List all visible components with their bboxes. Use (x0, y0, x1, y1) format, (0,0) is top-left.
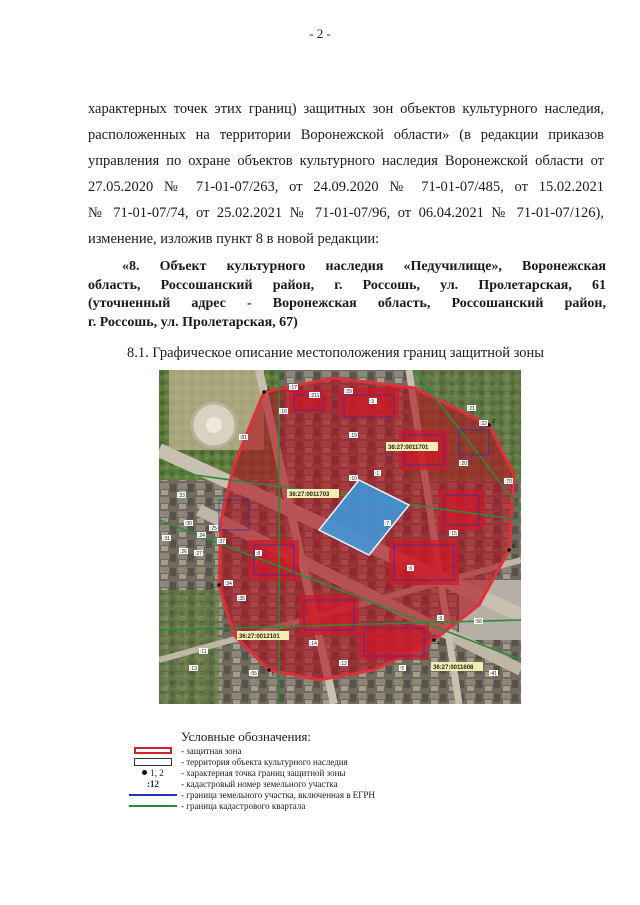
legend-item-object (128, 756, 458, 767)
parcel-label: :24 (198, 533, 205, 539)
parcel-label: :15 (450, 531, 457, 537)
parcel-label: :12 (340, 661, 347, 667)
parcel-label: :19 (350, 433, 357, 439)
protection-zone-map (159, 370, 521, 704)
quarter-label: 36:27:0011608 (433, 665, 474, 671)
parcel-label: :17 (290, 385, 297, 391)
parcel-label: :70 (505, 479, 512, 485)
parcel-label: :211 (310, 393, 320, 399)
parcel-label: :21 (468, 406, 475, 412)
heading-line: «8. Объект культурного наследия «Педучилище», Воронежская (122, 259, 606, 274)
legend-title: Условные обозначения: (181, 729, 312, 744)
parcel-label: :29 (345, 389, 352, 395)
parcel-label: :10 (350, 476, 357, 482)
paragraph-line: № 71-01-07/74, от 25.02.2021 № 71-01-07/96, от 06.04.2021 № 71-01-07/126), (88, 205, 604, 221)
paragraph-line: характерных точек этих границ) защитных зон объектов культурного наследия, (88, 101, 604, 117)
legend-text: - граница земельного участка, включенная в ЕГРН (181, 789, 375, 800)
object-heading (88, 258, 606, 332)
parcel-label: :55 (250, 671, 257, 677)
page-number: - 2 - (309, 26, 331, 41)
point-label: 6 (211, 584, 214, 590)
legend-text: - защитная зона (181, 745, 242, 756)
parcel-label: :7 (385, 521, 390, 527)
cadastral-symbol: :12 (147, 778, 159, 789)
parcel-label: :8 (256, 551, 261, 557)
parcel-label: :11 (200, 649, 207, 655)
section-subtitle: 8.1. Графическое описание местоположения границ защитной зоны (127, 345, 544, 361)
parcel-label: :22 (480, 421, 487, 427)
parcel-label: :41 (490, 671, 497, 677)
heading-line: область, Россошанский район, г. Россошь, ул. Пролетарская, 61 (88, 277, 606, 293)
legend-item-cadastral (128, 778, 458, 789)
parcel-label: :5 (400, 666, 405, 672)
legend-text: - граница кадастрового квартала (181, 800, 306, 811)
zone-swatch (134, 747, 172, 754)
parcel-label: :35 (238, 596, 245, 602)
heading-line: (уточненный адрес - Воронежская область, Россошанский район, (88, 296, 606, 311)
legend-text: - территория объекта культурного наследия (181, 756, 348, 767)
parcel-label: :27 (195, 551, 202, 557)
parcel-label: :30 (185, 521, 192, 527)
point-label: 4 (437, 641, 440, 647)
parcel-label: :34 (225, 581, 232, 587)
legend-item-blue-line (128, 789, 458, 800)
parcel-label: :37 (218, 539, 225, 545)
point-label: 3 (512, 544, 515, 550)
green-line-swatch (129, 805, 177, 807)
paragraph-line: 27.05.2020 № 71-01-07/263, от 24.09.2020 № 71-01-07/485, от 15.02.2021 (88, 179, 604, 195)
legend-item-green-line (128, 800, 458, 811)
parcel-label: :56 (475, 619, 482, 625)
paragraph-line: управления по охране объектов культурного наследия Воронежской области от (88, 153, 604, 169)
intro-paragraph (88, 96, 604, 252)
legend-item-zone (128, 745, 458, 756)
legend-text: - кадастровый номер земельного участка (181, 778, 338, 789)
legend-text: - характерная точка границ защитной зоны (181, 767, 346, 778)
parcel-label: :20 (460, 461, 467, 467)
parcel-label: :9 (438, 616, 443, 622)
quarter-label: 36:27:0011703 (289, 492, 330, 498)
quarter-label: 36:27:0011701 (388, 445, 429, 451)
parcel-label: :31 (163, 536, 170, 542)
parcel-label: :33 (178, 493, 185, 499)
parcel-label: :25 (210, 526, 217, 532)
parcel-label: :3 (370, 399, 375, 405)
legend-item-point (128, 767, 458, 778)
point-symbol: 1, 2 (150, 767, 164, 778)
parcel-label: :16 (280, 409, 287, 415)
quarter-label: 36:27:0012101 (239, 634, 280, 640)
point-label: 5 (272, 672, 275, 678)
heading-line: г. Россошь, ул. Пролетарская, 67) (88, 314, 298, 330)
parcel-label: :13 (190, 666, 197, 672)
parcel-label: :26 (180, 549, 187, 555)
map-legend (128, 729, 458, 811)
blue-line-swatch (129, 794, 177, 796)
parcel-label: :6 (408, 566, 413, 572)
parcel-label: :1 (375, 471, 380, 477)
object-swatch (134, 758, 172, 766)
point-label: 2 (492, 419, 495, 425)
paragraph-line: расположенных на территории Воронежской области» (в редакции приказов (88, 127, 604, 143)
point-dot-icon (142, 770, 147, 775)
parcel-label: :81 (240, 435, 247, 441)
parcel-label: :14 (310, 641, 317, 647)
point-label: 1 (267, 386, 270, 392)
paragraph-line: изменение, изложив пункт 8 в новой редакции: (88, 231, 380, 247)
